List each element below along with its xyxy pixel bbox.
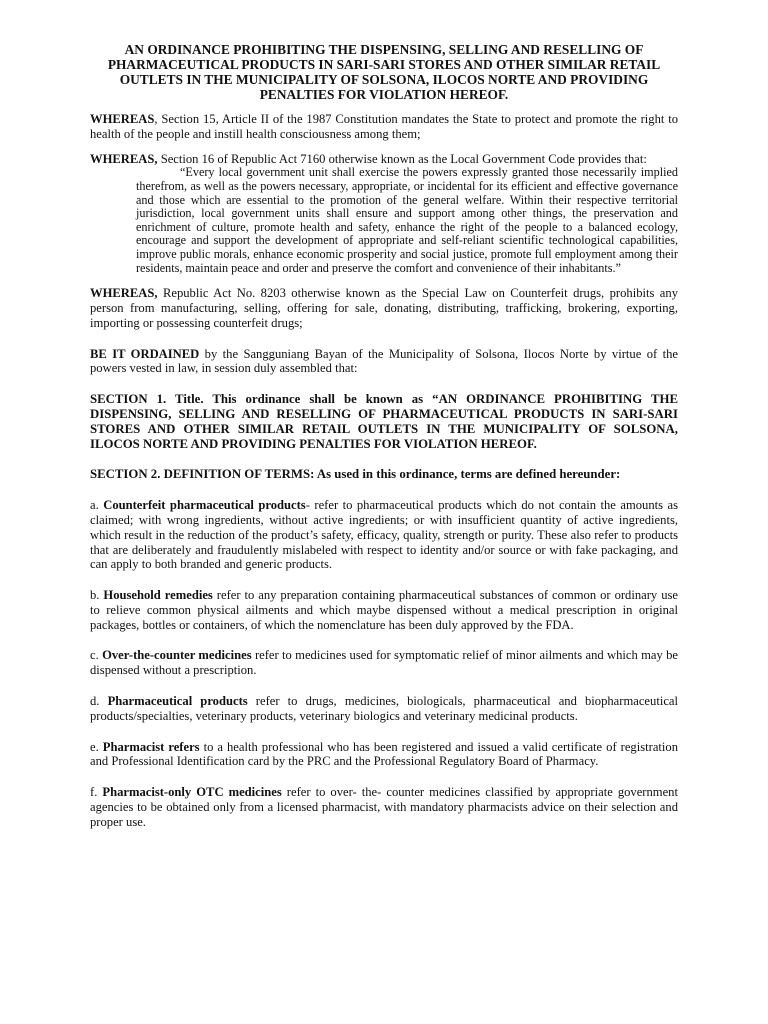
definition-term: Over-the-counter medicines (102, 648, 252, 663)
whereas-text: Republic Act No. 8203 otherwise known as the Special Law on Counterfeit drugs, prohibits any person from manufacturing, selling, offering for sale, donating, distributing, trafficking, brokering, exporting, importing or possessing counterfeit drugs; (90, 286, 678, 330)
definition-otc-medicines (90, 648, 678, 678)
definition-text: to a health professional who has been registered and issued a valid certificate of registration and Professional Identification card by the PRC and the Professional Regulatory Board of Pharmacy. (90, 739, 679, 769)
definition-text: - refer to pharmaceutical products which do not contain the amounts as claimed; with wrong ingredients, without active ingredients; or with insufficient quantity of active ingredients, which result in the reduction of the product’s safety, efficacy, quality, strength or purity. These also refer to products that are deliberately and fraudulently mislabeled with respect to identity and/or source or with fake packaging, and can apply to both branded and generic products. (90, 498, 678, 572)
ordinance-title: AN ORDINANCE PROHIBITING THE DISPENSING, SELLING AND RESELLING OF PHARMACEUTICAL PRODUCTS IN SARI-SARI STORES AND OTHER SIMILAR RETAIL OUTLETS IN THE MUNICIPALITY OF SOLSONA, ILOCOS NORTE AND PROVIDING PENALTIES FOR VIOLATION HEREOF. (107, 42, 661, 102)
section-2-heading: SECTION 2. DEFINITION OF TERMS: As used in this ordinance, terms are defined hereunder: (90, 467, 621, 482)
definition-pharmacist (90, 740, 678, 770)
whereas-paragraph-3 (90, 286, 678, 330)
whereas-lead: WHEREAS (90, 112, 155, 126)
definition-letter: b. (90, 588, 104, 603)
be-it-ordained-paragraph (90, 347, 678, 377)
definition-household-remedies (90, 588, 678, 632)
definition-term: Counterfeit pharmaceutical products (103, 498, 306, 513)
definition-letter: d. (90, 694, 108, 709)
definition-pharmaceutical-products (90, 694, 678, 724)
ordained-lead: BE IT ORDAINED (90, 346, 200, 361)
whereas-text: , Section 15, Article II of the 1987 Constitution mandates the State to protect and promote the right to health of the people and instill health consciousness among them; (90, 112, 678, 141)
whereas-text: Section 16 of Republic Act 7160 otherwise known as the Local Government Code provides that: (157, 151, 647, 166)
definition-counterfeit (90, 498, 678, 572)
definition-pharmacist-only-otc (90, 785, 678, 829)
lgc-quotation: “Every local government unit shall exercise the powers expressly granted those necessarily implied therefrom, as well as the powers necessary, appropriate, or incidental for its efficient and effective governance and those which are essential to the promotion of the general welfare. Within their respective territorial jurisdiction, local government units shall ensure and support among other things, the preservation and enrichment of culture, promote health and safety, enhance the right of the people to a balanced ecology, encourage and support the development of appropriate and self-reliant scientific technological capabilities, improve public morals, enhance economic prosperity and social justice, promote full employment among their residents, maintain peace and order and preserve the comfort and convenience of their inhabitants.” (136, 165, 678, 275)
definition-letter: c. (90, 648, 103, 663)
section-1-title: SECTION 1. Title. This ordinance shall be known as “AN ORDINANCE PROHIBITING THE DISPENSING, SELLING AND RESELLING OF PHARMACEUTICAL PRODUCTS IN SARI-SARI STORES AND OTHER SIMILAR RETAIL OUTLETS IN THE MUNICIPALITY OF SOLSONA, ILOCOS NORTE AND PROVIDING PENALTIES FOR VIOLATION HEREOF. (90, 392, 678, 451)
definition-text: refer to any preparation containing pharmaceutical substances of common or ordinary use to relieve common physical ailments and which maybe dispensed without a medical prescription in original packages, bottles or containers, of which the nomenclature has been duly approved by the FDA. (90, 588, 678, 632)
whereas-paragraph-1 (90, 112, 678, 142)
whereas-lead: WHEREAS, (90, 286, 158, 301)
definition-letter: e. (90, 739, 103, 754)
definition-term: Pharmaceutical products (107, 694, 248, 709)
whereas-lead: WHEREAS, (90, 151, 158, 166)
definition-text: refer to over- the- counter medicines classified by appropriate government agencies to be obtained only from a licensed pharmacist, with mandatory pharmacists advice on their selection and proper use. (90, 785, 678, 829)
definition-letter: f. (90, 785, 103, 800)
definition-term: Pharmacist refers (102, 739, 200, 754)
definition-text: refer to drugs, medicines, biologicals, pharmaceutical and biopharmaceutical products/specialties, veterinary products, veterinary biologics and veterinary medicinal products. (90, 694, 678, 723)
definition-letter: a. (90, 498, 104, 513)
whereas-paragraph-2 (90, 152, 678, 167)
ordained-text: by the Sangguniang Bayan of the Municipality of Solsona, Ilocos Norte by virtue of the powers vested in law, in session duly assembled that: (90, 346, 678, 376)
definition-term: Pharmacist-only OTC medicines (102, 785, 282, 800)
definition-text: refer to medicines used for symptomatic relief of minor ailments and which may be dispensed without a prescription. (90, 648, 679, 678)
definition-term: Household remedies (103, 588, 213, 603)
